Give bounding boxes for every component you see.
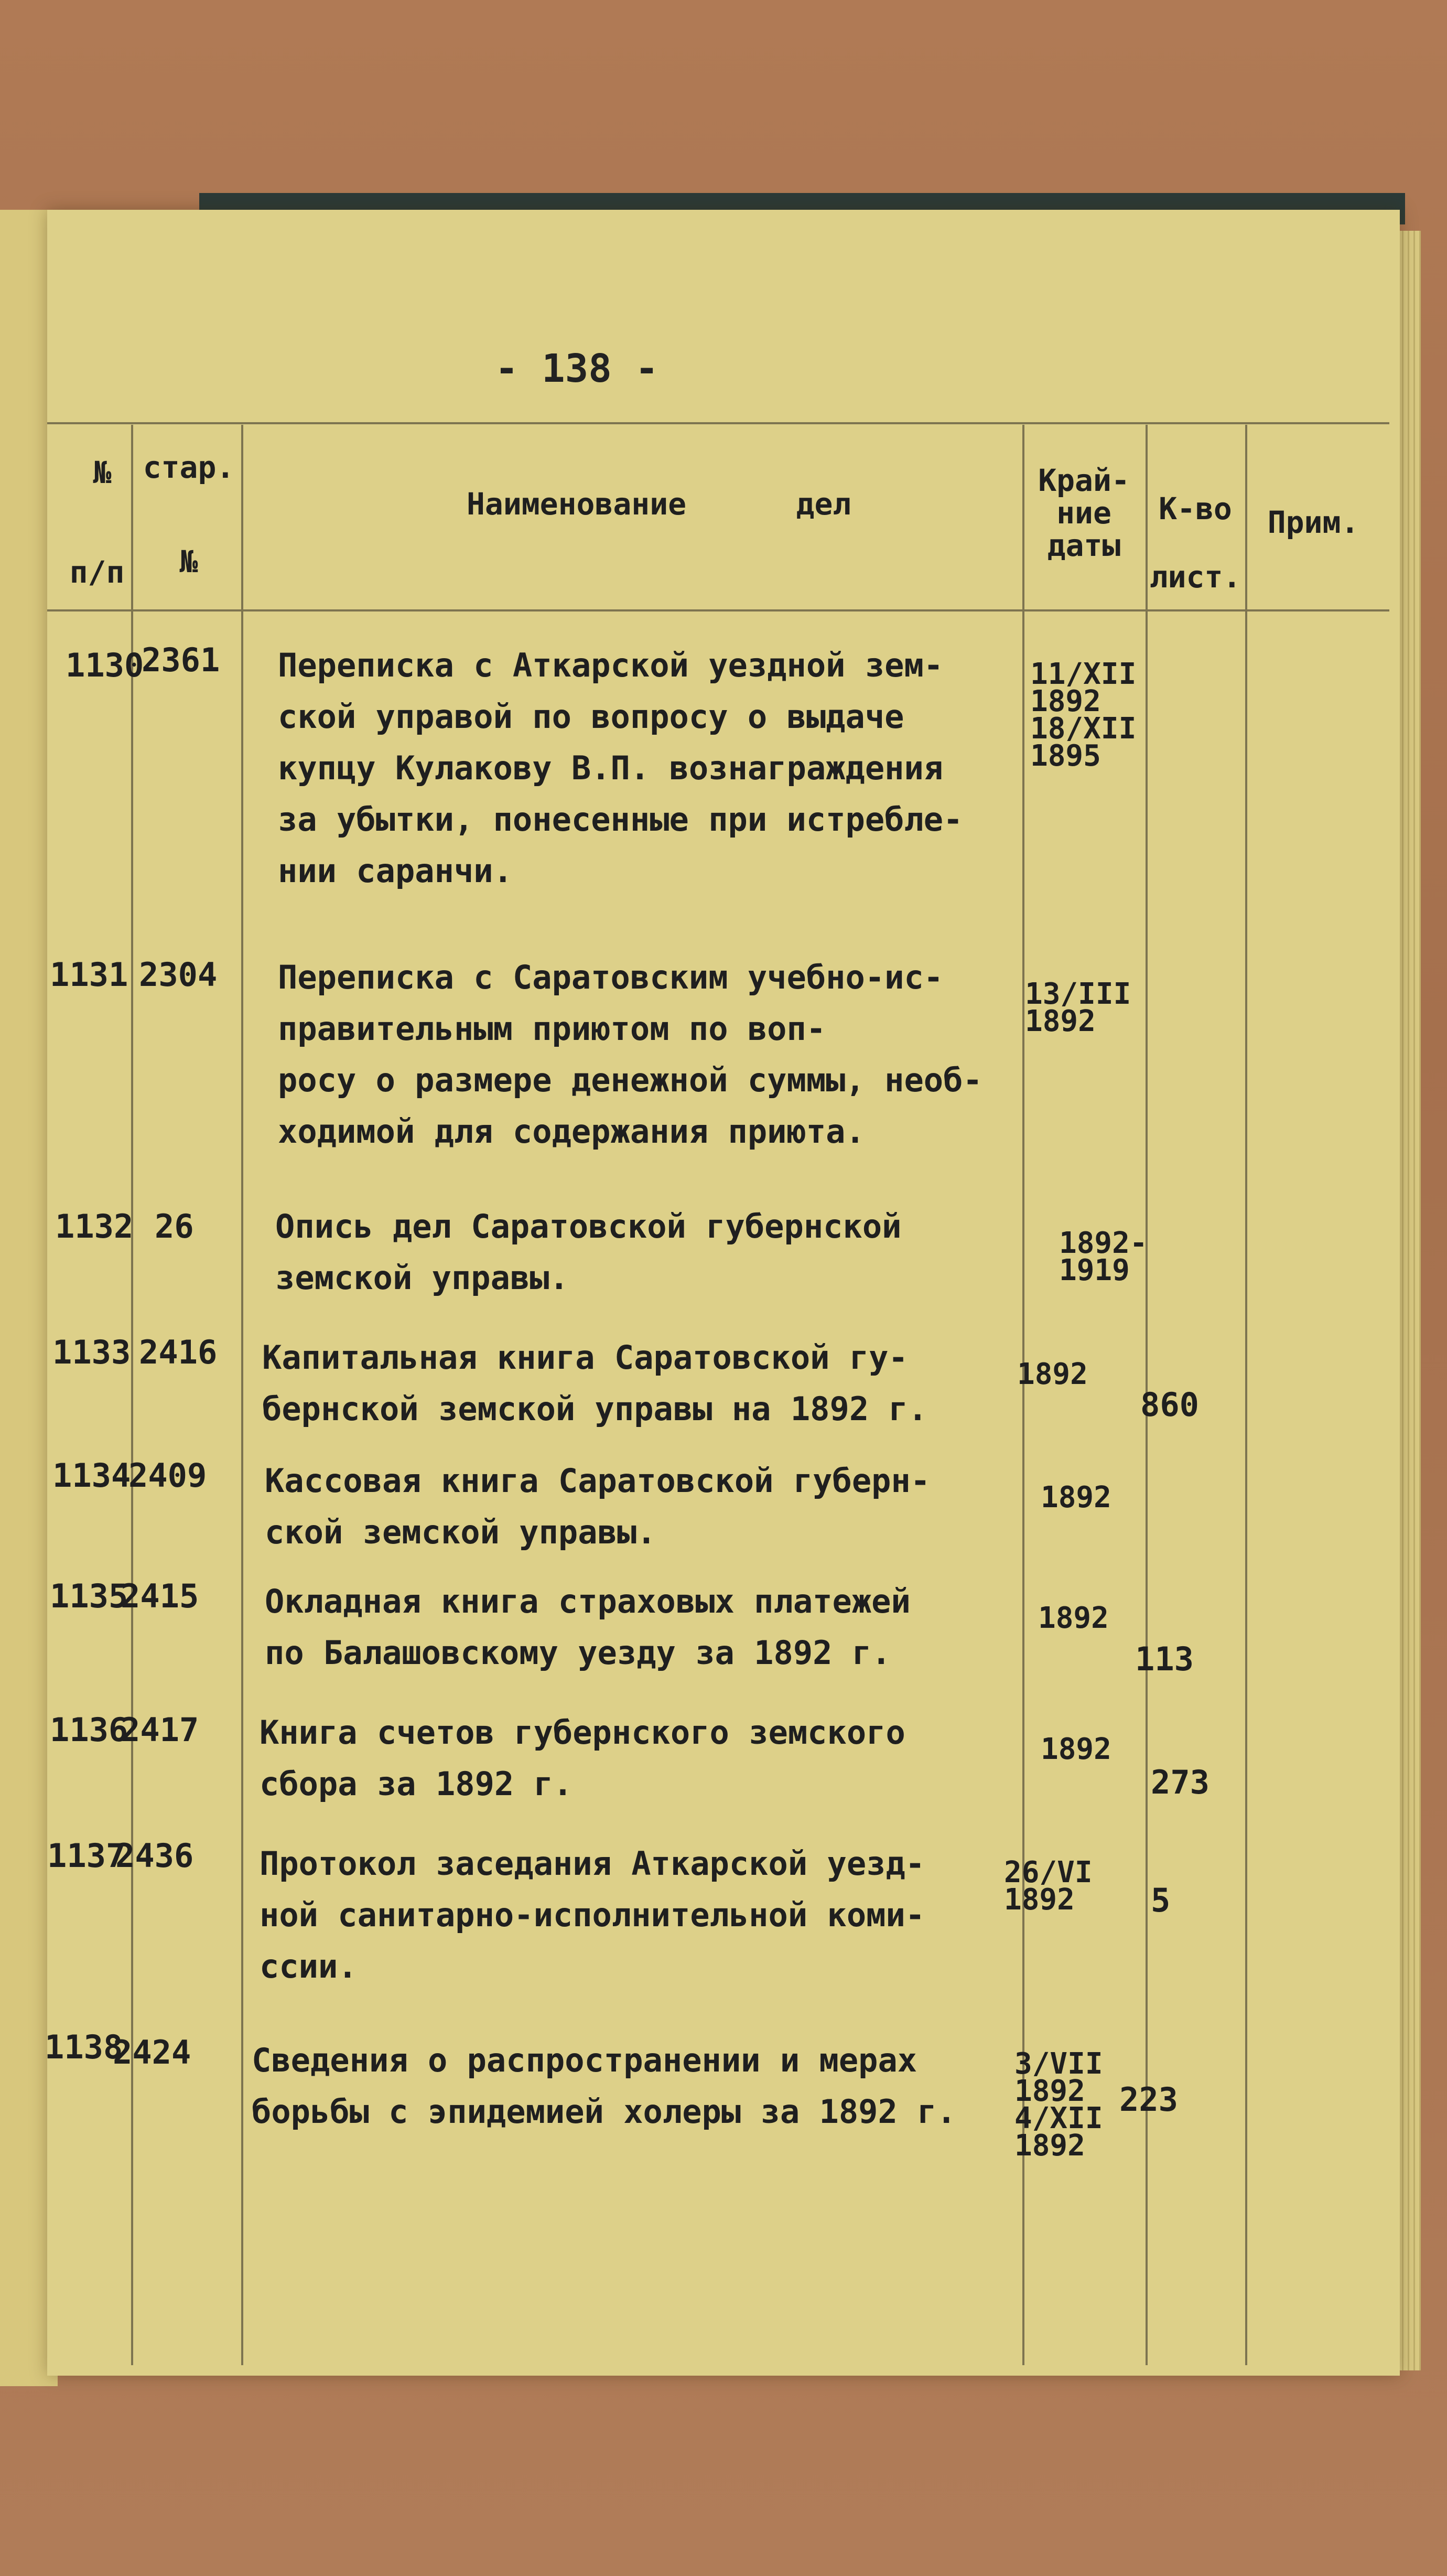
row-sheets: 223 <box>1119 2080 1178 2119</box>
row-sheets: 5 <box>1151 1881 1171 1919</box>
row-title: Опись дел Саратовской губернской земской управы. <box>275 1207 902 1297</box>
row-number: 1135 <box>50 1577 128 1615</box>
row-number: 1130 <box>66 646 144 684</box>
row-sheets: 273 <box>1151 1763 1210 1801</box>
row-dates: 26/VI 1892 <box>1004 1855 1093 1917</box>
row-dates: 1892 <box>1038 1601 1109 1635</box>
row-dates: 1892 <box>1041 1480 1111 1515</box>
header-dates: Край- ние даты <box>1038 463 1130 563</box>
row-old-number: 2409 <box>128 1456 207 1495</box>
row-number: 1136 <box>50 1711 128 1749</box>
row-title: Переписка с Аткарской уездной зем- ской управой по вопросу о выдаче купцу Кулакову В.П. вознаграждения за убытки, понесенные при истребле- нии саранчи. <box>278 646 963 890</box>
row-old-number: 2416 <box>139 1333 218 1371</box>
row-old-number: 2415 <box>121 1577 199 1615</box>
header-num-bottom: п/п <box>69 554 125 590</box>
row-dates: 13/III 1892 <box>1025 977 1131 1038</box>
row-old-number: 2417 <box>121 1711 199 1749</box>
column-divider-2 <box>241 425 243 2365</box>
page-number: - 138 - <box>495 346 658 391</box>
header-notes: Прим. <box>1267 505 1359 540</box>
row-old-number: 2304 <box>139 956 218 994</box>
header-title: Наименование дел <box>467 486 851 522</box>
row-number: 1133 <box>52 1333 131 1371</box>
row-sheets: 113 <box>1135 1640 1194 1678</box>
row-old-number: 26 <box>155 1207 194 1246</box>
row-title: Окладная книга страховых платежей по Балашовскому уезду за 1892 г. <box>265 1582 911 1672</box>
row-number: 1132 <box>55 1207 134 1246</box>
row-title: Книга счетов губернского земского сбора за 1892 г. <box>260 1713 905 1803</box>
header-sheets: К-во лист. <box>1149 491 1241 595</box>
row-dates: 1892 <box>1041 1732 1111 1766</box>
row-title: Капитальная книга Саратовской гу- бернской земской управы на 1892 г. <box>262 1338 928 1428</box>
row-title: Кассовая книга Саратовской губерн- ской земской управы. <box>265 1462 931 1551</box>
row-dates: 3/VII 1892 4/XII 1892 <box>1014 2047 1103 2163</box>
header-num-top: № <box>93 455 112 490</box>
header-old-top: стар. <box>143 449 235 485</box>
column-divider-5 <box>1245 425 1247 2365</box>
row-old-number: 2436 <box>115 1837 194 1875</box>
row-old-number: 2361 <box>142 641 220 679</box>
row-dates: 1892 <box>1017 1357 1088 1391</box>
row-title: Переписка с Саратовским учебно-ис- правительным приютом по воп- росу о размере денежной суммы, необ- ходимой для содержания приюта. <box>278 958 982 1151</box>
row-number: 1131 <box>50 956 128 994</box>
row-sheets: 860 <box>1140 1386 1199 1424</box>
row-number: 1138 <box>45 2028 123 2066</box>
row-number: 1134 <box>52 1456 131 1495</box>
header-old-bottom: № <box>179 544 198 579</box>
row-dates: 1892- 1919 <box>1059 1226 1148 1287</box>
header-top-rule <box>47 422 1389 424</box>
row-old-number: 2424 <box>113 2033 191 2071</box>
row-dates: 11/XII 1892 18/XII 1895 <box>1030 657 1137 773</box>
row-number: 1137 <box>47 1837 126 1875</box>
row-title: Сведения о распространении и мерах борьбы с эпидемией холеры за 1892 г. <box>252 2041 956 2131</box>
row-title: Протокол заседания Аткарской уезд- ной санитарно-исполнительной коми- ссии. <box>260 1844 925 1985</box>
